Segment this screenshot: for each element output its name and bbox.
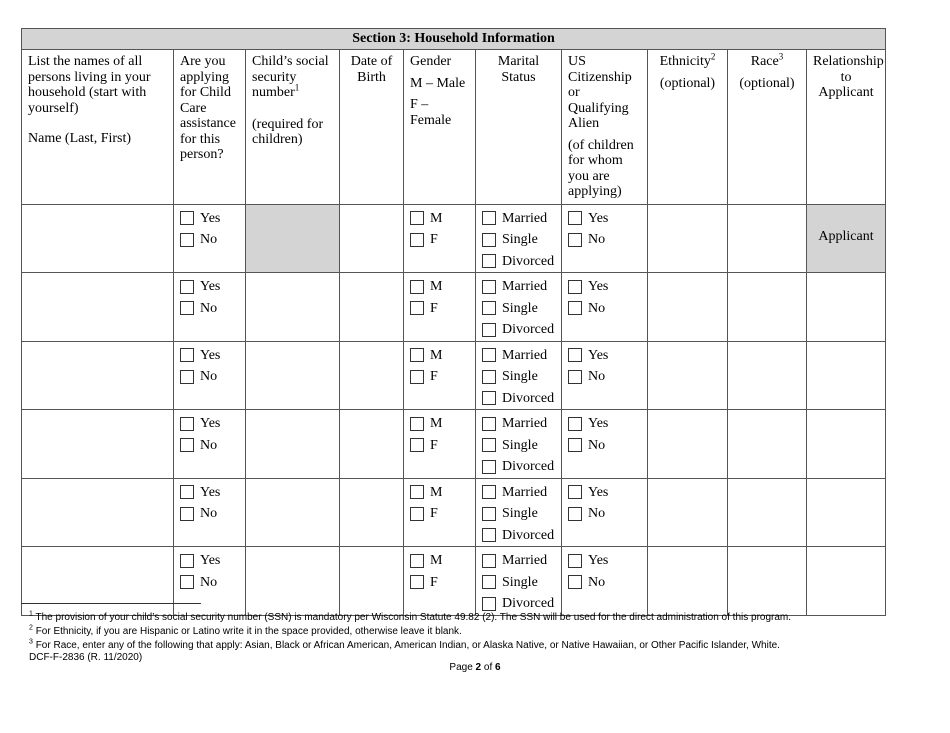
header-ethnicity-optional: (optional)	[659, 75, 716, 91]
relationship-cell[interactable]	[807, 478, 886, 547]
citizen-no-label: No	[588, 574, 606, 590]
applying-no-option[interactable]	[180, 572, 245, 594]
section-title: Section 3: Household Information	[22, 29, 886, 50]
dob-cell[interactable]	[340, 273, 404, 342]
marital-married-checkbox[interactable]	[482, 485, 496, 499]
marital-single-checkbox[interactable]	[482, 507, 496, 521]
race-cell[interactable]	[728, 478, 807, 547]
marital-divorced-checkbox[interactable]	[482, 460, 496, 474]
marital-married-option[interactable]	[482, 208, 561, 230]
marital-divorced-label: Divorced	[502, 322, 555, 337]
marital-married-option[interactable]	[482, 482, 561, 504]
applying-yes-checkbox[interactable]	[180, 280, 194, 294]
ssn-cell[interactable]	[246, 478, 340, 547]
marital-married-label: Married	[502, 347, 548, 363]
applying-yes-label: Yes	[200, 347, 221, 363]
applying-yes-label: Yes	[200, 484, 221, 500]
household-form	[21, 28, 885, 616]
citizen-yes-checkbox[interactable]	[568, 554, 582, 568]
applying-cell	[174, 273, 246, 342]
gender-cell	[404, 478, 476, 547]
applying-yes-label: Yes	[200, 416, 221, 431]
citizen-yes-option[interactable]	[568, 550, 647, 572]
applying-cell	[174, 204, 246, 273]
citizenship-cell	[562, 204, 648, 273]
dob-cell[interactable]	[340, 410, 404, 479]
footnote-ref-1: 1	[294, 82, 300, 93]
race-cell[interactable]	[728, 341, 807, 410]
applying-no-checkbox[interactable]	[180, 438, 194, 452]
footnote-ref-2: 2	[710, 51, 716, 62]
applying-cell	[174, 478, 246, 547]
citizen-no-option[interactable]	[568, 366, 647, 388]
gender-cell	[404, 273, 476, 342]
header-gender	[404, 50, 476, 205]
citizen-no-checkbox[interactable]	[568, 507, 582, 521]
gender-m-checkbox[interactable]	[410, 211, 424, 225]
person-row	[22, 341, 886, 410]
footnote-text: The provision of your child’s social security number (SSN) is mandatory per Wisconsin Statute 49.82 (2). The SSN will be used for the direct administration of this program.	[35, 612, 792, 623]
citizen-no-option[interactable]	[568, 298, 647, 320]
header-dob: Date of Birth	[340, 50, 404, 205]
citizen-yes-label: Yes	[588, 553, 609, 568]
ethnicity-cell[interactable]	[648, 273, 728, 342]
marital-married-checkbox[interactable]	[482, 554, 496, 568]
marital-single-label: Single	[502, 506, 538, 521]
footnote-3	[29, 640, 780, 652]
dob-cell[interactable]	[340, 204, 404, 273]
marital-married-label: Married	[502, 279, 548, 294]
citizen-no-checkbox[interactable]	[568, 301, 582, 315]
applying-no-option[interactable]	[180, 298, 245, 320]
page-number	[0, 662, 950, 673]
marital-married-label: Married	[502, 210, 548, 226]
gender-f-option[interactable]	[410, 572, 475, 594]
marital-married-option[interactable]	[482, 550, 561, 572]
citizenship-cell	[562, 410, 648, 479]
applying-yes-option[interactable]	[180, 413, 245, 435]
marital-single-option[interactable]	[482, 366, 561, 388]
marital-married-option[interactable]	[482, 345, 561, 367]
gender-f-label: F	[430, 574, 438, 590]
marital-cell	[476, 547, 562, 616]
marital-divorced-option[interactable]	[482, 456, 561, 478]
citizenship-cell	[562, 273, 648, 342]
header-names	[22, 50, 174, 205]
applying-no-checkbox[interactable]	[180, 575, 194, 589]
gender-m-option[interactable]	[410, 345, 475, 367]
gender-m-label: M	[430, 416, 443, 431]
applying-no-checkbox[interactable]	[180, 301, 194, 315]
page-current: 2	[475, 662, 482, 673]
ethnicity-cell[interactable]	[648, 547, 728, 616]
marital-cell	[476, 273, 562, 342]
citizen-yes-option[interactable]	[568, 482, 647, 504]
gender-f-option[interactable]	[410, 229, 475, 251]
applying-yes-option[interactable]	[180, 345, 245, 367]
name-cell[interactable]	[22, 547, 174, 616]
header-citizenship-text: US Citizenship or Qualifying Alien	[568, 54, 632, 131]
relationship-cell[interactable]	[807, 547, 886, 616]
relationship-cell[interactable]	[807, 341, 886, 410]
applying-yes-checkbox[interactable]	[180, 348, 194, 362]
name-cell[interactable]	[22, 204, 174, 273]
footnote-text: For Race, enter any of the following that apply: Asian, Black or African American, American Indian, or Alaska Native, or Native Hawaiian, or Other Pacific Islander, White.	[35, 640, 780, 651]
gender-f-label: F	[430, 300, 438, 316]
citizen-yes-label: Yes	[588, 347, 609, 363]
gender-f-option[interactable]	[410, 366, 475, 388]
footnote-ref-3: 3	[778, 51, 784, 62]
header-race	[728, 50, 807, 205]
header-citizenship-note: (of children for whom you are applying)	[568, 137, 634, 199]
header-ssn-note: (required for children)	[252, 116, 324, 147]
marital-divorced-checkbox[interactable]	[482, 597, 496, 611]
citizen-no-option[interactable]	[568, 229, 647, 251]
gender-f-checkbox[interactable]	[410, 507, 424, 521]
race-cell[interactable]	[728, 410, 807, 479]
header-name-format: Name (Last, First)	[28, 131, 132, 146]
gender-f-label: F	[430, 369, 438, 384]
applying-yes-label: Yes	[200, 553, 221, 568]
marital-divorced-checkbox[interactable]	[482, 254, 496, 268]
relationship-cell[interactable]	[807, 273, 886, 342]
footnote-number: 2	[29, 624, 33, 632]
header-marital: Marital Status	[476, 50, 562, 205]
applying-no-option[interactable]	[180, 229, 245, 251]
ssn-cell[interactable]	[246, 410, 340, 479]
citizen-yes-checkbox[interactable]	[568, 211, 582, 225]
marital-single-checkbox[interactable]	[482, 438, 496, 452]
citizen-yes-option[interactable]	[568, 413, 647, 435]
citizen-yes-option[interactable]	[568, 208, 647, 230]
citizen-no-option[interactable]	[568, 435, 647, 457]
ethnicity-cell[interactable]	[648, 341, 728, 410]
citizen-yes-checkbox[interactable]	[568, 417, 582, 431]
marital-divorced-option[interactable]	[482, 319, 561, 341]
marital-married-checkbox[interactable]	[482, 417, 496, 431]
marital-divorced-checkbox[interactable]	[482, 323, 496, 337]
gender-f-checkbox[interactable]	[410, 233, 424, 247]
applying-yes-label: Yes	[200, 210, 221, 226]
marital-divorced-label: Divorced	[502, 390, 555, 406]
gender-m-option[interactable]	[410, 413, 475, 435]
applying-no-checkbox[interactable]	[180, 370, 194, 384]
header-citizenship	[562, 50, 648, 205]
marital-single-label: Single	[502, 437, 538, 453]
marital-cell	[476, 410, 562, 479]
marital-divorced-label: Divorced	[502, 459, 555, 474]
applying-yes-option[interactable]	[180, 276, 245, 298]
applying-no-option[interactable]	[180, 366, 245, 388]
ethnicity-cell[interactable]	[648, 478, 728, 547]
gender-f-option[interactable]	[410, 435, 475, 457]
gender-f-label: F	[430, 506, 438, 521]
person-row	[22, 547, 886, 616]
citizen-no-checkbox[interactable]	[568, 370, 582, 384]
citizenship-cell	[562, 478, 648, 547]
header-row	[22, 50, 886, 205]
gender-cell	[404, 204, 476, 273]
applying-cell	[174, 341, 246, 410]
gender-m-label: M	[430, 553, 443, 568]
person-row	[22, 410, 886, 479]
marital-married-label: Married	[502, 416, 548, 431]
citizen-yes-option[interactable]	[568, 345, 647, 367]
marital-single-checkbox[interactable]	[482, 370, 496, 384]
gender-m-label: M	[430, 279, 443, 294]
ssn-cell[interactable]	[246, 341, 340, 410]
header-ssn	[246, 50, 340, 205]
gender-f-option[interactable]	[410, 298, 475, 320]
ethnicity-cell[interactable]	[648, 204, 728, 273]
footnote-number: 1	[29, 610, 33, 618]
header-relationship: Relationship to Applicant	[807, 50, 886, 205]
form-id: DCF-F-2836 (R. 11/2020)	[29, 652, 143, 663]
citizen-no-label: No	[588, 369, 606, 384]
gender-m-checkbox[interactable]	[410, 554, 424, 568]
marital-single-option[interactable]	[482, 435, 561, 457]
marital-single-checkbox[interactable]	[482, 301, 496, 315]
name-cell[interactable]	[22, 341, 174, 410]
marital-single-label: Single	[502, 300, 538, 316]
applying-no-option[interactable]	[180, 503, 245, 525]
citizen-no-checkbox[interactable]	[568, 233, 582, 247]
dob-cell[interactable]	[340, 547, 404, 616]
marital-single-checkbox[interactable]	[482, 233, 496, 247]
citizen-yes-label: Yes	[588, 279, 609, 294]
dob-cell[interactable]	[340, 478, 404, 547]
gender-f-checkbox[interactable]	[410, 575, 424, 589]
ssn-cell[interactable]	[246, 273, 340, 342]
marital-divorced-label: Divorced	[502, 527, 555, 543]
person-row	[22, 204, 886, 273]
gender-m-option[interactable]	[410, 208, 475, 230]
applying-no-label: No	[200, 574, 218, 590]
gender-m-option[interactable]	[410, 482, 475, 504]
ssn-cell	[246, 204, 340, 273]
page-total: 6	[495, 662, 501, 673]
marital-single-label: Single	[502, 574, 538, 590]
gender-f-checkbox[interactable]	[410, 370, 424, 384]
applying-no-option[interactable]	[180, 435, 245, 457]
gender-m-checkbox[interactable]	[410, 280, 424, 294]
gender-f-option[interactable]	[410, 503, 475, 525]
name-cell[interactable]	[22, 410, 174, 479]
citizen-yes-checkbox[interactable]	[568, 485, 582, 499]
marital-cell	[476, 478, 562, 547]
citizen-no-checkbox[interactable]	[568, 575, 582, 589]
applying-no-label: No	[200, 232, 218, 247]
applying-no-label: No	[200, 300, 218, 316]
header-gender-male: M – Male	[410, 75, 466, 91]
header-gender-female: F – Female	[410, 97, 452, 128]
name-cell[interactable]	[22, 478, 174, 547]
marital-married-label: Married	[502, 484, 548, 500]
citizen-no-label: No	[588, 437, 606, 453]
gender-cell	[404, 410, 476, 479]
gender-cell	[404, 547, 476, 616]
citizen-no-label: No	[588, 506, 606, 521]
citizen-yes-checkbox[interactable]	[568, 280, 582, 294]
gender-m-option[interactable]	[410, 276, 475, 298]
marital-cell	[476, 341, 562, 410]
gender-f-label: F	[430, 232, 438, 247]
header-ethnicity-text: Ethnicity	[659, 54, 711, 69]
applying-yes-checkbox[interactable]	[180, 485, 194, 499]
marital-married-checkbox[interactable]	[482, 348, 496, 362]
footnote-rule	[21, 603, 201, 604]
marital-divorced-option[interactable]	[482, 525, 561, 547]
gender-m-label: M	[430, 484, 443, 500]
header-ethnicity	[648, 50, 728, 205]
citizen-no-label: No	[588, 232, 606, 247]
footnote-text: For Ethnicity, if you are Hispanic or Latino write it in the space provided, otherwise leave it blank.	[35, 626, 462, 637]
person-row	[22, 478, 886, 547]
applying-yes-checkbox[interactable]	[180, 211, 194, 225]
name-cell[interactable]	[22, 273, 174, 342]
marital-divorced-checkbox[interactable]	[482, 528, 496, 542]
gender-m-checkbox[interactable]	[410, 485, 424, 499]
marital-divorced-label: Divorced	[502, 253, 555, 269]
ethnicity-cell[interactable]	[648, 410, 728, 479]
marital-cell	[476, 204, 562, 273]
marital-married-label: Married	[502, 553, 548, 568]
marital-single-label: Single	[502, 369, 538, 384]
applying-yes-checkbox[interactable]	[180, 417, 194, 431]
page-of: of	[483, 662, 493, 673]
citizenship-cell	[562, 341, 648, 410]
header-names-text: List the names of all persons living in your household (start with yourself)	[28, 54, 151, 116]
marital-divorced-checkbox[interactable]	[482, 391, 496, 405]
race-cell[interactable]	[728, 204, 807, 273]
marital-single-checkbox[interactable]	[482, 575, 496, 589]
citizen-no-checkbox[interactable]	[568, 438, 582, 452]
person-row	[22, 273, 886, 342]
marital-married-checkbox[interactable]	[482, 280, 496, 294]
applying-yes-option[interactable]	[180, 550, 245, 572]
applying-no-checkbox[interactable]	[180, 233, 194, 247]
citizenship-cell	[562, 547, 648, 616]
citizen-no-label: No	[588, 300, 606, 316]
gender-m-label: M	[430, 210, 443, 226]
header-ssn-text: Child’s social security number	[252, 54, 329, 100]
citizen-yes-label: Yes	[588, 416, 609, 431]
citizen-no-option[interactable]	[568, 572, 647, 594]
gender-m-checkbox[interactable]	[410, 417, 424, 431]
header-race-optional: (optional)	[739, 75, 795, 91]
header-race-text: Race	[750, 54, 779, 69]
race-cell[interactable]	[728, 547, 807, 616]
marital-single-option[interactable]	[482, 503, 561, 525]
race-cell[interactable]	[728, 273, 807, 342]
gender-cell	[404, 341, 476, 410]
gender-f-checkbox[interactable]	[410, 301, 424, 315]
gender-f-label: F	[430, 437, 438, 453]
gender-m-label: M	[430, 347, 443, 363]
marital-married-checkbox[interactable]	[482, 211, 496, 225]
marital-married-option[interactable]	[482, 413, 561, 435]
marital-single-option[interactable]	[482, 229, 561, 251]
header-gender-title: Gender	[410, 54, 452, 69]
applying-yes-label: Yes	[200, 279, 221, 294]
marital-divorced-option[interactable]	[482, 251, 561, 273]
applying-yes-option[interactable]	[180, 482, 245, 504]
marital-single-option[interactable]	[482, 298, 561, 320]
relationship-cell	[807, 204, 886, 273]
footnote-1	[29, 612, 791, 624]
header-applying: Are you applying for Child Care assistance for this person?	[174, 50, 246, 205]
marital-divorced-label: Divorced	[502, 596, 555, 611]
applying-no-label: No	[200, 506, 218, 521]
citizen-yes-label: Yes	[588, 484, 609, 500]
marital-divorced-option[interactable]	[482, 388, 561, 410]
applying-no-label: No	[200, 369, 218, 384]
applying-cell	[174, 410, 246, 479]
dob-cell[interactable]	[340, 341, 404, 410]
citizen-yes-label: Yes	[588, 210, 609, 226]
footnote-number: 3	[29, 638, 33, 646]
citizen-yes-option[interactable]	[568, 276, 647, 298]
marital-married-option[interactable]	[482, 276, 561, 298]
applying-yes-checkbox[interactable]	[180, 554, 194, 568]
gender-f-checkbox[interactable]	[410, 438, 424, 452]
relationship-cell[interactable]	[807, 410, 886, 479]
gender-m-checkbox[interactable]	[410, 348, 424, 362]
household-table	[21, 28, 886, 616]
applying-cell	[174, 547, 246, 616]
applying-yes-option[interactable]	[180, 208, 245, 230]
applying-no-checkbox[interactable]	[180, 507, 194, 521]
ssn-cell[interactable]	[246, 547, 340, 616]
page-prefix: Page	[449, 662, 473, 673]
footnote-2	[29, 626, 462, 638]
relationship-applicant: Applicant	[818, 229, 874, 245]
applying-no-label: No	[200, 437, 218, 453]
citizen-yes-checkbox[interactable]	[568, 348, 582, 362]
citizen-no-option[interactable]	[568, 503, 647, 525]
marital-single-option[interactable]	[482, 572, 561, 594]
gender-m-option[interactable]	[410, 550, 475, 572]
marital-single-label: Single	[502, 232, 538, 247]
